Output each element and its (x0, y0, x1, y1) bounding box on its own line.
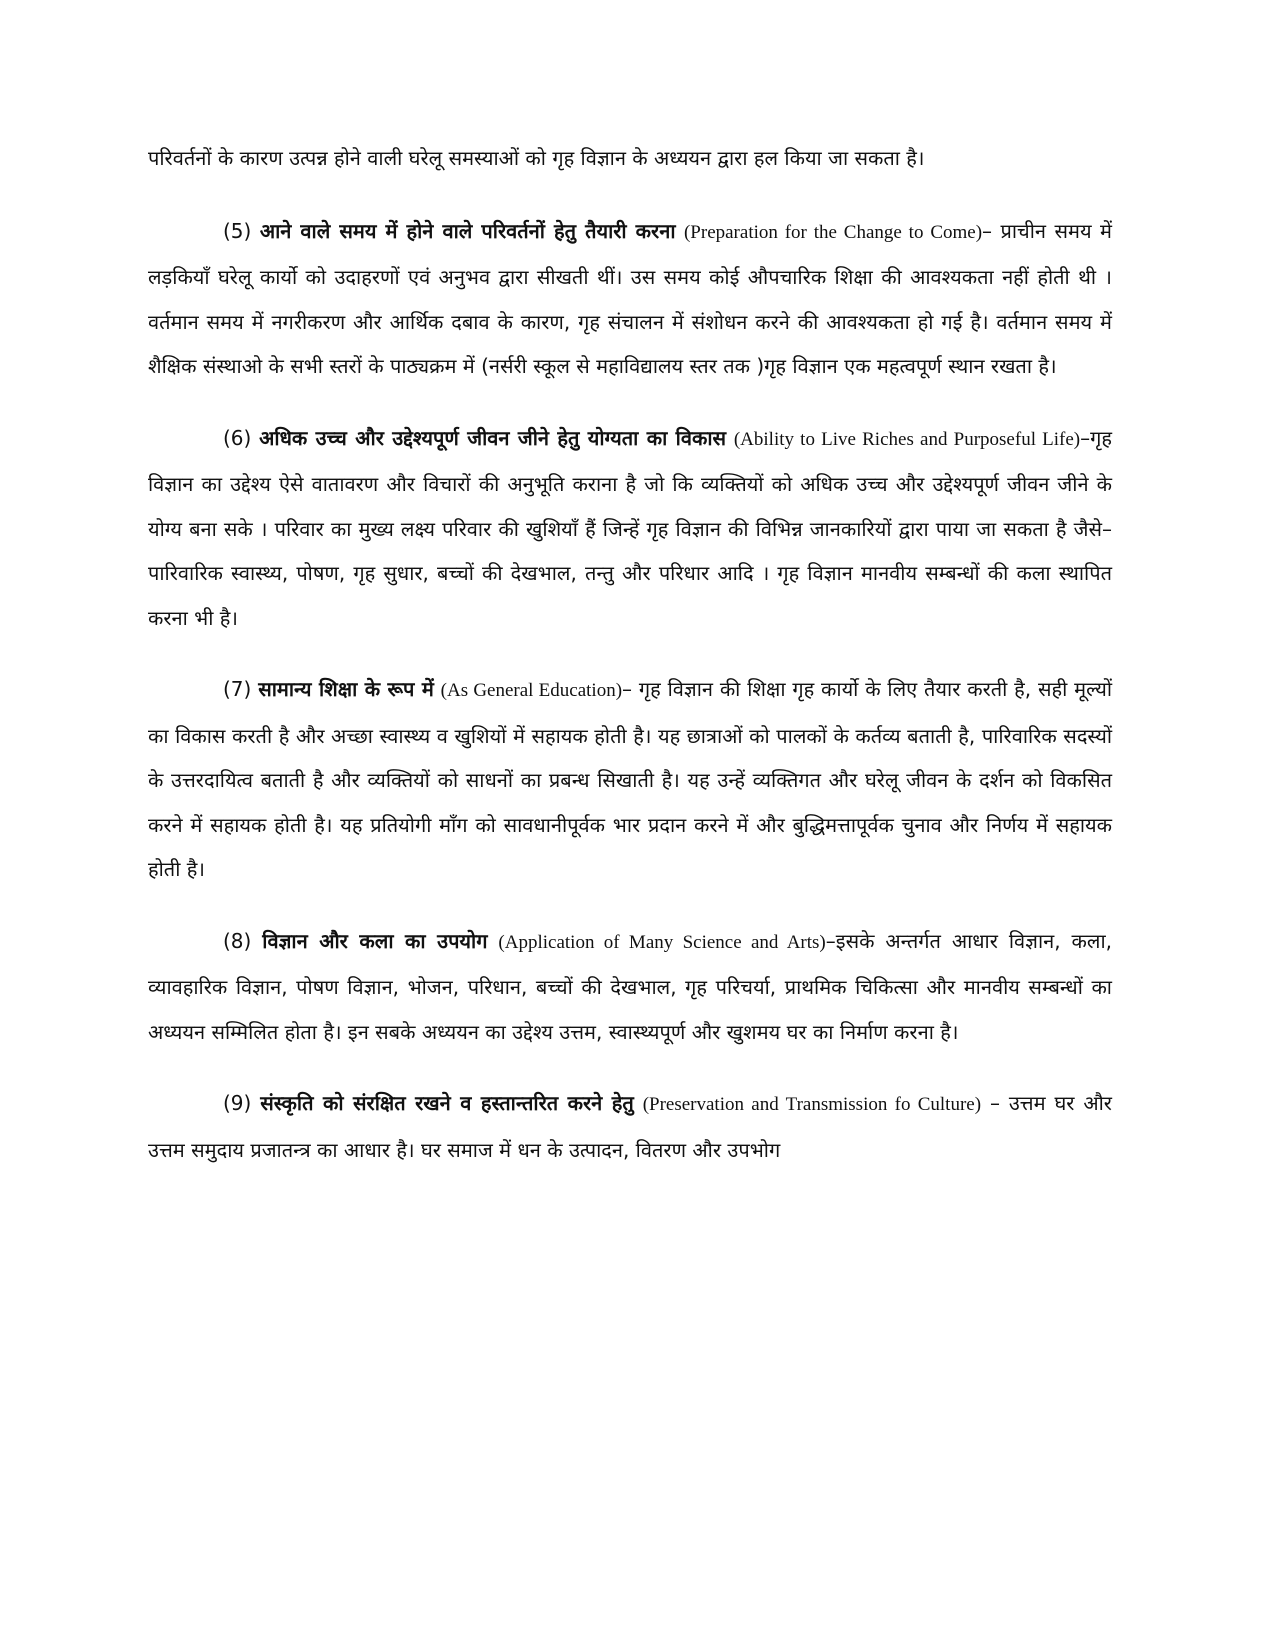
item-number: (9) (223, 1091, 252, 1115)
item-english-title: (Application of Many Science and Arts) (498, 931, 826, 953)
item-body: –गृह विज्ञान का उद्देश्य ऐसे वातावरण और विचारों की अनुभूति कराना है जो कि व्यक्तियों को अधिक उच्च और उद्देश्यपूर्ण जीवन जीने के योग्य बना सके । परिवार का मुख्य लक्ष्य परिवार की खुशियाँ हैं जिन्हें गृह विज्ञान की विभिन्न जानकारियों द्वारा पाया जा सकता है जैसे–पारिवारिक स्वास्थ्य, पोषण, गृह सुधार, बच्चों की देखभाल, तन्तु और परिधार आदि । गृह विज्ञान मानवीय सम्बन्धों की कला स्थापित करना भी है। (148, 425, 1113, 630)
item-heading: सामान्य शिक्षा के रूप में (258, 677, 434, 701)
item-english-title: (Preparation for the Change to Come) (683, 221, 983, 243)
item-english-title: (Preservation and Transmission fo Culture) (642, 1094, 982, 1115)
item-number: (6) (223, 425, 252, 450)
document-body (148, 136, 1112, 1199)
paragraph-6 (148, 416, 1112, 641)
item-body: – उत्तम घर और उत्तम समुदाय प्रजातन्त्र का आधार है। घर समाज में धन के उत्पादन, वितरण और उपभोग (148, 1091, 1112, 1162)
paragraph-7 (148, 667, 1112, 892)
item-heading: संस्कृति को संरक्षित रखने व हस्तान्तरित करने हेतु (260, 1091, 634, 1115)
item-body: –इसके अन्तर्गत आधार विज्ञान, कला, व्यावहारिक विज्ञान, पोषण विज्ञान, भोजन, परिधान, बच्चों की देखभाल, गृह परिचर्या, प्राथमिक चिकित्सा और मानवीय सम्बन्धों का अध्ययन सम्मिलित होता है। इन सबके अध्ययन का उद्देश्य उत्तम, स्वास्थ्यपूर्ण और खुशमय घर का निर्माण करना है। (148, 928, 1112, 1044)
item-heading: आने वाले समय में होने वाले परिवर्तनों हेतु तैयारी करना (259, 218, 676, 243)
item-body: – प्राचीन समय में लड़कियाँ घरेलू कार्यो को उदाहरणों एवं अनुभव द्वारा सीखती थीं। उस समय कोई औपचारिक शिक्षा की आवश्यकता नहीं होती थी । वर्तमान समय में नगरीकरण और आर्थिक दबाव के कारण, गृह संचालन में संशोधन करने की आवश्यकता हो गई है। वर्तमान समय में शैक्षिक संस्थाओ के सभी स्तरों के पाठ्यक्रम में (नर्सरी स्कूल से महाविद्यालय स्तर तक )गृह विज्ञान एक महत्वपूर्ण स्थान रखता है। (148, 218, 1112, 378)
paragraph-9 (148, 1081, 1112, 1172)
item-english-title: (As General Education) (440, 680, 623, 701)
item-english-title: (Ability to Live Riches and Purposeful Life) (733, 428, 1081, 450)
item-heading: अधिक उच्च और उद्देश्यपूर्ण जीवन जीने हेतु योग्यता का विकास (259, 425, 727, 450)
paragraph-8 (148, 919, 1112, 1055)
item-number: (7) (223, 677, 252, 701)
item-number: (5) (223, 218, 252, 243)
paragraph-intro (148, 136, 1112, 181)
item-body: – गृह विज्ञान की शिक्षा गृह कार्यो के लिए तैयार करती है, सही मूल्यों का विकास करती है और अच्छा स्वास्थ्य व खुशियों में सहायक होती है। यह छात्राओं को पालकों के कर्तव्य बताती है, पारिवारिक सदस्यों के उत्तरदायित्व बताती है और व्यक्तियों को साधनों का प्रबन्ध सिखाती है। यह उन्हें व्यक्तिगत और घरेलू जीवन के दर्शन को विकसित करने में सहायक होती है। यह प्रतियोगी माँग को सावधानीपूर्वक भार प्रदान करने में और बुद्धिमत्तापूर्वक चुनाव और निर्णय में सहायक होती है। (148, 677, 1113, 881)
item-heading: विज्ञान और कला का उपयोग (262, 928, 488, 953)
paragraph-text: परिवर्तनों के कारण उत्पन्न होने वाली घरेलू समस्याओं को गृह विज्ञान के अध्ययन द्वारा हल किया जा सकता है। (148, 146, 925, 170)
item-number: (8) (223, 928, 252, 953)
paragraph-5 (148, 209, 1112, 389)
